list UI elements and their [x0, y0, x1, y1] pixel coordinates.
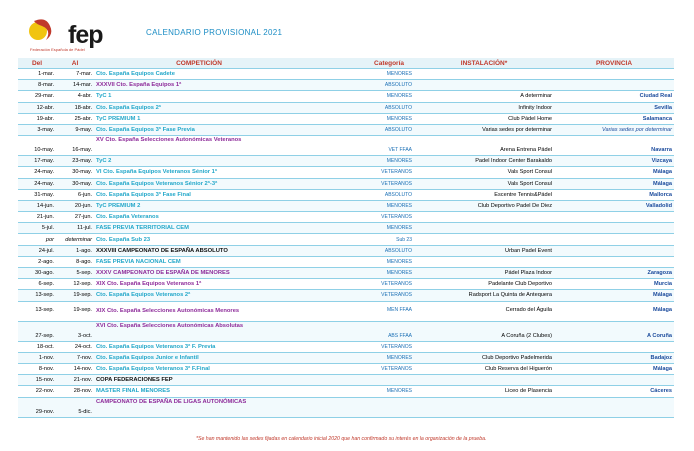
date-start-cell: 3-may.	[18, 124, 56, 135]
date-start-cell: 18-oct.	[18, 341, 56, 352]
province-cell	[554, 341, 674, 352]
province-cell	[554, 245, 674, 256]
date-start-cell: 31-may.	[18, 189, 56, 200]
date-end-cell: 5-dic.	[56, 397, 94, 417]
category-cell	[304, 397, 414, 417]
category-cell: MENORES	[304, 386, 414, 397]
date-start-cell: 8-mar.	[18, 80, 56, 91]
date-start-cell: 6-sep.	[18, 279, 56, 290]
category-cell: ABSOLUTO	[304, 189, 414, 200]
column-header-provincia: PROVINCIA	[554, 58, 674, 69]
date-start-cell: 10-may.	[18, 136, 56, 156]
province-cell	[554, 234, 674, 245]
category-cell: VETERANOS	[304, 290, 414, 301]
province-cell: Málaga	[554, 290, 674, 301]
venue-cell	[414, 397, 554, 417]
venue-cell: A Coruña (2 Clubes)	[414, 321, 554, 341]
date-end-cell: 25-abr.	[56, 113, 94, 124]
date-end-cell: 4-abr.	[56, 91, 94, 102]
date-start-cell: por	[18, 234, 56, 245]
competition-cell: Cto. España Veteranos	[94, 212, 304, 223]
competition-cell: Cto. España Equipos Veteranos Sénior 2ª-3ª	[94, 178, 304, 189]
province-cell	[554, 223, 674, 234]
date-end-cell: 14-mar.	[56, 80, 94, 91]
province-cell: Málaga	[554, 178, 674, 189]
date-end-cell: 7-nov.	[56, 352, 94, 363]
logo-mark-icon	[24, 18, 70, 46]
table-row	[18, 279, 674, 290]
column-header-instalacion: INSTALACIÓN*	[414, 58, 554, 69]
competition-cell: TyC PREMIUM 2	[94, 200, 304, 211]
category-cell: VETERANOS	[304, 279, 414, 290]
venue-cell: Arena Entrena Pádel	[414, 136, 554, 156]
column-header-competicion: COMPETICIÓN	[94, 58, 304, 69]
province-cell: Málaga	[554, 301, 674, 321]
competition-cell: XV Cto. España Selecciones Autonómicas Veteranos	[94, 136, 304, 156]
page-title: CALENDARIO PROVISIONAL 2021	[146, 28, 283, 37]
category-cell: VETERANOS	[304, 167, 414, 178]
province-cell: Málaga	[554, 167, 674, 178]
province-cell: Salamanca	[554, 113, 674, 124]
table-header-row	[18, 58, 674, 69]
category-cell: ABSOLUTO	[304, 80, 414, 91]
venue-cell: Club Deportivo Padel De Diez	[414, 200, 554, 211]
category-cell: MENORES	[304, 223, 414, 234]
venue-cell	[414, 375, 554, 386]
competition-cell: XIX Cto. España Selecciones Autonómicas Menores	[94, 301, 304, 321]
table-row	[18, 80, 674, 91]
date-start-cell: 24-may.	[18, 167, 56, 178]
venue-cell	[414, 69, 554, 80]
category-cell: ABS FFAA	[304, 321, 414, 341]
column-header-categoria: Categoría	[304, 58, 414, 69]
category-cell: MENORES	[304, 113, 414, 124]
venue-cell: Radsport La Quinta de Antequera	[414, 290, 554, 301]
venue-cell: Club Deportivo Padelmerida	[414, 352, 554, 363]
date-start-cell: 30-ago.	[18, 268, 56, 279]
competition-cell: XVI Cto. España Selecciones Autonómicas Absolutas	[94, 321, 304, 341]
table-row	[18, 301, 674, 321]
date-end-cell: 20-jun.	[56, 200, 94, 211]
date-end-cell: 21-nov.	[56, 375, 94, 386]
category-cell: MENORES	[304, 91, 414, 102]
table-row	[18, 223, 674, 234]
competition-cell: Cto. España Equipos 3ª Fase Final	[94, 189, 304, 200]
date-end-cell: 23-may.	[56, 156, 94, 167]
column-header-al: Al	[56, 58, 94, 69]
date-end-cell: 7-mar.	[56, 69, 94, 80]
date-end-cell: 30-may.	[56, 167, 94, 178]
date-end-cell: 9-may.	[56, 124, 94, 135]
competition-cell: VI Cto. España Equipos Veteranos Sénior 1ª	[94, 167, 304, 178]
table-row	[18, 136, 674, 156]
province-cell: Badajoz	[554, 352, 674, 363]
table-row	[18, 102, 674, 113]
logo-subtitle: Federación Española de Pádel	[30, 47, 85, 52]
date-end-cell: 3-oct.	[56, 321, 94, 341]
competition-cell: FASE PREVIA TERRITORIAL CEM	[94, 223, 304, 234]
date-end-cell: determinar	[56, 234, 94, 245]
venue-cell	[414, 223, 554, 234]
date-start-cell: 8-nov.	[18, 363, 56, 374]
competition-cell: Cto. España Equipos Junior e Infantil	[94, 352, 304, 363]
province-cell	[554, 256, 674, 267]
table-row	[18, 178, 674, 189]
date-end-cell: 11-jul.	[56, 223, 94, 234]
venue-cell: Pádel Plaza Indoor	[414, 268, 554, 279]
competition-cell: XXXVII Cto. España Equipos 1ª	[94, 80, 304, 91]
date-end-cell: 16-may.	[56, 136, 94, 156]
table-row	[18, 69, 674, 80]
category-cell: MENORES	[304, 200, 414, 211]
table-row	[18, 156, 674, 167]
competition-cell: TyC 1	[94, 91, 304, 102]
table-row	[18, 375, 674, 386]
date-start-cell: 29-mar.	[18, 91, 56, 102]
category-cell: MEN FFAA	[304, 301, 414, 321]
competition-cell: MASTER FINAL MENORES	[94, 386, 304, 397]
calendar-rows	[18, 69, 674, 418]
table-row	[18, 167, 674, 178]
venue-cell: Club Reserva del Higuerón	[414, 363, 554, 374]
competition-cell: TyC PREMIUM 1	[94, 113, 304, 124]
venue-cell: Varias sedes por determinar	[414, 124, 554, 135]
category-cell: ABSOLUTO	[304, 102, 414, 113]
date-start-cell: 17-may.	[18, 156, 56, 167]
category-cell	[304, 375, 414, 386]
province-cell	[554, 375, 674, 386]
venue-cell: A determinar	[414, 91, 554, 102]
date-end-cell: 24-oct.	[56, 341, 94, 352]
category-cell: MENORES	[304, 256, 414, 267]
table-row	[18, 321, 674, 341]
date-start-cell: 1-mar.	[18, 69, 56, 80]
venue-cell	[414, 212, 554, 223]
date-end-cell: 14-nov.	[56, 363, 94, 374]
date-end-cell: 19-sep.	[56, 290, 94, 301]
competition-cell: XXXV CAMPEONATO DE ESPAÑA DE MENORES	[94, 268, 304, 279]
venue-cell: Liceo de Plasencia	[414, 386, 554, 397]
competition-cell: Cto. España Equipos Veteranos 3ª F. Previa	[94, 341, 304, 352]
province-cell: Murcia	[554, 279, 674, 290]
province-cell	[554, 397, 674, 417]
venue-cell: Vals Sport Consul	[414, 167, 554, 178]
date-end-cell: 28-nov.	[56, 386, 94, 397]
venue-cell: Infinity Indoor	[414, 102, 554, 113]
competition-cell: Cto. España Equipos Veteranos 2ª	[94, 290, 304, 301]
date-end-cell: 1-ago.	[56, 245, 94, 256]
table-row	[18, 91, 674, 102]
date-start-cell: 21-jun.	[18, 212, 56, 223]
table-row	[18, 245, 674, 256]
table-row	[18, 363, 674, 374]
table-row	[18, 200, 674, 211]
date-start-cell: 1-nov.	[18, 352, 56, 363]
competition-cell: CAMPEONATO DE ESPAÑA DE LIGAS AUTONÓMICAS	[94, 397, 304, 417]
date-start-cell: 27-sep.	[18, 321, 56, 341]
footnote: *Se han mantenido las sedes fijadas en calendario inicial 2020 que han confirmado su interés en la organización de la prueba.	[196, 436, 487, 442]
date-start-cell: 13-sep.	[18, 301, 56, 321]
category-cell: VET FFAA	[304, 136, 414, 156]
competition-cell: Cto. España Sub 23	[94, 234, 304, 245]
category-cell: ABSOLUTO	[304, 124, 414, 135]
venue-cell: Vals Sport Consul	[414, 178, 554, 189]
category-cell: VETERANOS	[304, 341, 414, 352]
category-cell: MENORES	[304, 69, 414, 80]
province-cell	[554, 212, 674, 223]
table-row	[18, 341, 674, 352]
date-start-cell: 24-jul.	[18, 245, 56, 256]
category-cell: ABSOLUTO	[304, 245, 414, 256]
venue-cell	[414, 234, 554, 245]
table-row	[18, 113, 674, 124]
date-end-cell: 12-sep.	[56, 279, 94, 290]
date-start-cell: 2-ago.	[18, 256, 56, 267]
province-cell: Varias sedes por determinar	[554, 124, 674, 135]
venue-cell	[414, 80, 554, 91]
date-end-cell: 6-jun.	[56, 189, 94, 200]
venue-cell: Cerrado del Águila	[414, 301, 554, 321]
venue-cell: Urban Padel Event	[414, 245, 554, 256]
competition-cell: XIX Cto. España Equipos Veteranos 1ª	[94, 279, 304, 290]
table-row	[18, 234, 674, 245]
competition-cell: Cto. España Equipos 3ª Fase Previa	[94, 124, 304, 135]
date-start-cell: 12-abr.	[18, 102, 56, 113]
date-start-cell: 14-jun.	[18, 200, 56, 211]
competition-cell: XXXVIII CAMPEONATO DE ESPAÑA ABSOLUTO	[94, 245, 304, 256]
category-cell: MENORES	[304, 268, 414, 279]
date-end-cell: 18-abr.	[56, 102, 94, 113]
table-row	[18, 124, 674, 135]
logo-text: fep	[68, 21, 103, 49]
province-cell	[554, 69, 674, 80]
venue-cell	[414, 341, 554, 352]
province-cell: Sevilla	[554, 102, 674, 113]
date-end-cell: 27-jun.	[56, 212, 94, 223]
category-cell: VETERANOS	[304, 212, 414, 223]
table-row	[18, 352, 674, 363]
category-cell: MENORES	[304, 156, 414, 167]
date-start-cell: 22-nov.	[18, 386, 56, 397]
province-cell: Málaga	[554, 363, 674, 374]
competition-cell: Cto. España Equipos Cadete	[94, 69, 304, 80]
table-row	[18, 212, 674, 223]
table-row	[18, 397, 674, 417]
province-cell: Zaragoza	[554, 268, 674, 279]
date-start-cell: 13-sep.	[18, 290, 56, 301]
date-end-cell: 5-sep.	[56, 268, 94, 279]
category-cell: MENORES	[304, 352, 414, 363]
province-cell: Ciudad Real	[554, 91, 674, 102]
date-start-cell: 5-jul.	[18, 223, 56, 234]
province-cell: A Coruña	[554, 321, 674, 341]
venue-cell: Padelante Club Deportivo	[414, 279, 554, 290]
competition-cell: FASE PREVIA NACIONAL CEM	[94, 256, 304, 267]
date-start-cell: 29-nov.	[18, 397, 56, 417]
province-cell: Vizcaya	[554, 156, 674, 167]
venue-cell	[414, 256, 554, 267]
venue-cell: Padel Indoor Center Barakaldo	[414, 156, 554, 167]
category-cell: VETERANOS	[304, 178, 414, 189]
competition-cell: Cto. España Equipos Veteranos 3ª F.Final	[94, 363, 304, 374]
table-row	[18, 256, 674, 267]
competition-cell: COPA FEDERACIONES FEP	[94, 375, 304, 386]
date-start-cell: 24-may.	[18, 178, 56, 189]
table-row	[18, 386, 674, 397]
date-end-cell: 8-ago.	[56, 256, 94, 267]
table-row	[18, 268, 674, 279]
category-cell: VETERANOS	[304, 363, 414, 374]
date-end-cell: 30-may.	[56, 178, 94, 189]
competition-cell: TyC 2	[94, 156, 304, 167]
column-header-del: Del	[18, 58, 56, 69]
category-cell: Sub 23	[304, 234, 414, 245]
province-cell: Valladolid	[554, 200, 674, 211]
date-start-cell: 15-nov.	[18, 375, 56, 386]
province-cell: Navarra	[554, 136, 674, 156]
venue-cell: Escentre Tennis&Pádel	[414, 189, 554, 200]
date-end-cell: 19-sep.	[56, 301, 94, 321]
date-start-cell: 19-abr.	[18, 113, 56, 124]
competition-cell: Cto. España Equipos 2ª	[94, 102, 304, 113]
calendar-table	[18, 58, 674, 418]
fep-logo	[22, 18, 103, 52]
province-cell: Cáceres	[554, 386, 674, 397]
province-cell: Mallorca	[554, 189, 674, 200]
province-cell	[554, 80, 674, 91]
table-row	[18, 290, 674, 301]
table-row	[18, 189, 674, 200]
venue-cell: Club Pádel Home	[414, 113, 554, 124]
